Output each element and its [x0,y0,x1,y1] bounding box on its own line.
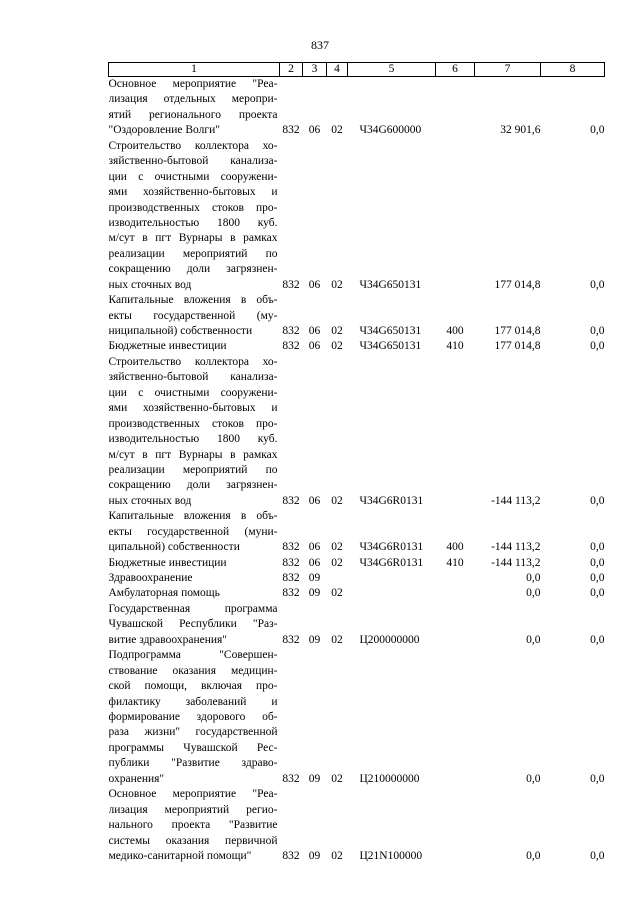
row-name-line: ниципальной) собственности [108,325,253,337]
row-cell-c4: 02 [331,340,343,353]
budget-table [108,62,605,864]
header-col-8: 8 [541,63,605,77]
row-cell-c7: 177 014,8 [494,278,541,291]
row-cell-c5: Ц210000000 [359,772,420,785]
row-name-cell [109,586,280,601]
table-row [109,556,605,571]
row-name-line: программы Чувашской Рес- [108,741,278,754]
row-cell-c3: 09 [308,633,321,646]
header-col-3: 3 [303,63,327,77]
header-col-2: 2 [280,63,303,77]
row-cell-c7: -144 113,2 [491,556,541,569]
row-cell-c5: Ц200000000 [359,633,420,646]
row-cell-c7: 0,0 [526,849,541,862]
row-name-line: Основное мероприятие "Реа- [108,78,278,90]
row-cell-c7: 177 014,8 [494,324,541,337]
row-name-cell [109,509,280,555]
row-cell-c6 [436,648,475,787]
table-row [109,648,605,787]
table-row [109,339,605,354]
row-name-line: ципальной) собственности [108,541,240,554]
row-cell-c4: 02 [331,494,343,507]
row-name-line: екты государственной (му- [108,309,278,322]
row-cell-c7: 0,0 [526,772,541,785]
row-name-line: реализации мероприятий по [108,247,278,260]
row-cell-c4: 02 [331,633,343,646]
row-cell-c2: 832 [282,494,300,507]
row-name-line: Подпрограмма "Совершен- [108,649,278,662]
row-name-line: ции с очистными сооружени- [108,170,278,183]
row-cell-c4: 02 [331,556,343,569]
row-cell-c7: 0,0 [526,572,541,585]
table-row [109,586,605,601]
row-name-line: ятий регионального проекта [108,108,278,121]
row-cell-c5: Ч34G650131 [359,340,422,353]
row-cell-c4: 02 [331,278,343,291]
row-name-line: Бюджетные инвестиции [108,556,227,569]
row-name-line: зяйственно-бытовой канализа- [108,155,278,168]
row-cell-c3: 09 [308,572,321,585]
row-cell-c8: 0,0 [590,572,605,585]
row-cell-c7: 0,0 [526,587,541,600]
row-cell-c5: Ч34G6R0131 [359,494,424,507]
page-number: 837 [311,38,329,52]
row-name-cell [109,648,280,787]
row-name-line: зяйственно-бытовой канализа- [108,371,278,384]
row-name-line: Чувашской Республики "Раз- [108,618,278,631]
row-cell-c6 [436,602,475,648]
row-cell-c2: 832 [282,849,300,862]
row-cell-c8: 0,0 [590,340,605,353]
row-name-cell [109,293,280,339]
row-cell-c8: 0,0 [590,124,605,137]
row-name-line: Амбулаторная помощь [108,587,220,600]
row-name-line: Бюджетные инвестиции [108,340,227,353]
row-cell-c8: 0,0 [590,494,605,507]
row-cell-c5: Ч34G650131 [359,324,422,337]
row-cell-c3: 06 [308,340,321,353]
header-col-4: 4 [327,63,348,77]
row-cell-c6 [436,787,475,864]
row-cell-c3: 09 [308,849,321,862]
row-cell-c5: Ч34G600000 [359,124,422,137]
row-cell-c8: 0,0 [590,556,605,569]
row-cell-c4: 02 [331,587,343,600]
row-name-line: екты государственной (муни- [108,525,278,538]
header-col-1: 1 [109,63,280,77]
row-name-line: Капитальные вложения в объ- [108,510,278,523]
row-name-line: "Оздоровление Волги" [108,124,220,137]
row-cell-c3: 06 [308,324,321,337]
row-cell-c7: -144 113,2 [491,541,541,554]
row-cell-c6 [436,586,475,601]
row-name-line: сокращению доли загрязнен- [108,479,278,492]
table-row [109,571,605,586]
row-cell-c3: 06 [308,494,321,507]
row-name-line: нального проекта "Развитие [108,819,278,832]
row-cell-c5: Ч34G6R0131 [359,541,424,554]
row-cell-c8: 0,0 [590,541,605,554]
row-name-line: м/сут в пгт Вурнары в рамках [108,448,278,461]
row-cell-c5: Ч34G650131 [359,278,422,291]
row-cell-c2: 832 [282,772,300,785]
row-name-cell [109,571,280,586]
row-name-cell [109,787,280,864]
row-name-line: Основное мероприятие "Реа- [108,788,278,801]
row-name-line: раза жизни" государственной [108,726,278,739]
row-name-cell [109,339,280,354]
row-name-line: изводительностью 1800 куб. [108,216,278,229]
table-row [109,787,605,864]
row-name-line: витие здравоохранения" [108,633,228,646]
row-cell-c2: 832 [282,587,300,600]
row-cell-c5: Ц21N100000 [359,849,423,862]
row-cell-c8: 0,0 [590,324,605,337]
row-cell-c7: 32 901,6 [500,124,541,137]
row-cell-c7: -144 113,2 [491,494,541,507]
row-cell-c4: 02 [331,541,343,554]
table-row [109,293,605,339]
row-cell-c6 [436,139,475,293]
row-cell-c2: 832 [282,278,300,291]
row-cell-c5 [348,571,436,586]
table-header-row [109,63,605,77]
row-cell-c3: 06 [308,541,321,554]
row-cell-c2: 832 [282,340,300,353]
row-cell-c8: 0,0 [590,772,605,785]
row-name-line: Строительство коллектора хо- [108,355,278,368]
row-cell-c7: 0,0 [526,633,541,646]
row-name-line: лизация мероприятий регио- [108,803,278,816]
row-cell-c4: 02 [331,124,343,137]
row-cell-c8: 0,0 [590,633,605,646]
row-name-line: ных сточных вод [108,494,192,507]
row-name-line: охранения" [108,772,165,785]
row-name-cell [109,602,280,648]
row-name-cell [109,77,280,139]
row-name-line: Здравоохранение [108,572,193,585]
row-cell-c4: 02 [331,772,343,785]
header-col-6: 6 [436,63,475,77]
row-name-cell [109,556,280,571]
row-cell-c3: 06 [308,278,321,291]
row-cell-c2: 832 [282,633,300,646]
table-body [109,77,605,865]
row-name-cell [109,355,280,509]
row-cell-c4 [327,571,348,586]
row-name-line: лизация отдельных меропри- [108,93,278,106]
row-name-line: Капитальные вложения в объ- [108,294,278,307]
row-name-line: медико-санитарной помощи" [108,849,252,862]
row-name-line: системы оказания первичной [108,834,278,847]
header-col-7: 7 [475,63,541,77]
row-cell-c4: 02 [331,849,343,862]
table-row [109,355,605,509]
row-name-line: формирование здорового об- [108,711,278,723]
row-cell-c6: 400 [446,541,464,554]
header-col-5: 5 [348,63,436,77]
row-cell-c2: 832 [282,556,300,569]
row-cell-c4: 02 [331,324,343,337]
row-name-line: ями хозяйственно-бытовых и [108,402,278,415]
row-name-line: ствование оказания медицин- [108,664,278,677]
row-name-line: публики "Развитие здраво- [108,757,278,770]
row-cell-c3: 06 [308,124,321,137]
row-cell-c7: 177 014,8 [494,340,541,353]
row-cell-c3: 09 [308,587,321,600]
row-name-line: ных сточных вод [108,278,192,291]
row-cell-c2: 832 [282,124,300,137]
row-cell-c6 [436,77,475,139]
row-name-cell [109,139,280,293]
row-name-line: производственных стоков про- [108,201,278,214]
row-cell-c2: 832 [282,324,300,337]
table-row [109,602,605,648]
row-name-line: м/сут в пгт Вурнары в рамках [108,232,278,245]
row-cell-c6: 410 [446,340,464,353]
row-cell-c8: 0,0 [590,278,605,291]
row-cell-c8: 0,0 [590,849,605,862]
row-cell-c6 [436,355,475,509]
table-row [109,77,605,139]
row-name-line: ской помощи, включая про- [108,680,278,693]
row-name-line: реализации мероприятий по [108,463,278,476]
row-cell-c6: 410 [446,556,464,569]
row-cell-c5 [348,586,436,601]
row-name-line: Государственная программа [108,602,278,615]
row-cell-c3: 09 [308,772,321,785]
row-name-line: филактику заболеваний и [108,695,278,708]
row-cell-c3: 06 [308,556,321,569]
row-cell-c6: 400 [446,324,464,337]
row-name-line: производственных стоков про- [108,417,278,430]
row-cell-c5: Ч34G6R0131 [359,556,424,569]
table-row [109,139,605,293]
row-name-line: изводительностью 1800 куб. [108,433,278,446]
row-name-line: ями хозяйственно-бытовых и [108,186,278,199]
row-cell-c6 [436,571,475,586]
table-row [109,509,605,555]
row-cell-c8: 0,0 [590,587,605,600]
row-cell-c2: 832 [282,541,300,554]
row-name-line: Строительство коллектора хо- [108,139,278,152]
row-name-line: ции с очистными сооружени- [108,386,278,399]
row-cell-c2: 832 [282,572,300,585]
row-name-line: сокращению доли загрязнен- [108,263,278,276]
